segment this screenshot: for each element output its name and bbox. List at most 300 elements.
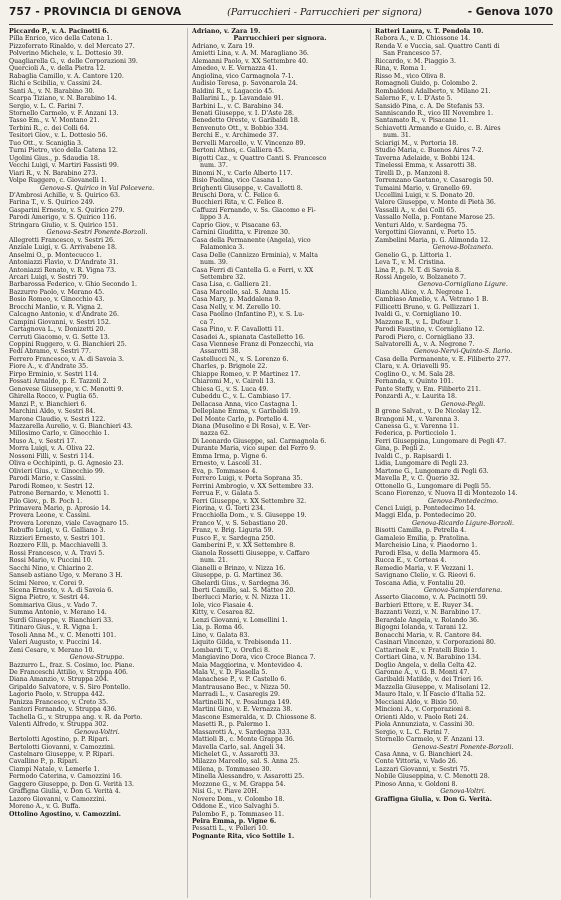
list-item: Casa Anna, v. G. Bianchieri 24. <box>375 750 473 758</box>
list-item: Bruschi Dora, v. C. Felice 6. <box>192 191 280 199</box>
list-item: Patrone Bernardo, v. Menotti 1. <box>9 490 109 498</box>
list-item-continuation: lippo 3 A. <box>200 214 231 222</box>
locality-heading: Genova-S. Quirico in Val Polcevera. <box>39 184 155 192</box>
list-item: Milazzo Marcello, sal. S. Anna 25. <box>192 758 300 766</box>
list-item: Millosimo Carlo, v. Ginocchio 1. <box>9 430 110 438</box>
list-item: Graffigna Giulia, v. Don G. Verità 4. <box>9 788 121 796</box>
list-item: Lagorio Paolo, v. Struppa 442. <box>9 691 105 699</box>
list-item: Lazzari Giovanni, v. Sestri 75. <box>375 765 470 773</box>
list-item: Primavera Mario, p. Aprosio 14. <box>9 505 111 512</box>
list-item: Gasparini Ernesto, v. S. Quirico 279. <box>9 206 125 214</box>
list-item: Rizzieri Ernesto, v. Sestri 101. <box>9 534 106 542</box>
list-item: Riccardo, v. M. Piaggio 3. <box>375 57 456 65</box>
list-item: Parodi Mario, v. Cassini. <box>9 475 86 483</box>
list-item: Romagnoli Guido, p. Colombo 2. <box>375 80 478 88</box>
list-item: Tosoli Anna M., v. C. Menotti 101. <box>9 631 117 639</box>
list-item: Rucca E., v. Corteas 4. <box>375 557 447 565</box>
list-item: Casa della Permanente, v. E. Filiberto 277. <box>375 355 511 363</box>
list-item: Valenti Alfredo, v. Struppa 302. <box>9 721 109 729</box>
list-item: Tuo Ott., v. Scaniglia 3. <box>9 139 84 147</box>
locality-heading: Genova-Cornigliano Ligure. <box>418 281 508 289</box>
list-item: Diana Amanzio, v. Struppa 204. <box>9 676 109 684</box>
list-item: Cattarinek E., v. Fratelli Bixio 1. <box>375 646 478 654</box>
list-item: Lidia, Lungomare di Pegli 23. <box>375 460 469 468</box>
list-item: Sergio, v. L. C. Farini 7. <box>375 728 450 736</box>
list-item: Zambelini Maria, p. G. Alimonda 12. <box>375 236 491 244</box>
list-item: Casa Marcello, sal. S. Anna 15. <box>192 288 291 296</box>
list-item: Casa Paolino (Infantino P.), v. S. Lu- <box>192 311 305 319</box>
list-item: Ottolino Agostino, v. Camozzini. <box>9 810 121 818</box>
list-item: Amietti Lina, v. A. M. Maragliano 36. <box>192 50 309 58</box>
list-item: Calcagno Antonio, v. d'Andrate 26. <box>9 311 119 319</box>
list-item: Gamaleio Emilia, p. Pratolina. <box>375 534 470 542</box>
list-item: Mascone Esmeralda, v. D. Chiossone 8. <box>192 713 317 721</box>
list-item: Federica, p. Porticciolo 1. <box>375 430 457 438</box>
locality-heading: Genova-Pegli. <box>440 400 486 408</box>
list-item: Angiolina, vico Carmagnola 7-1. <box>192 72 294 80</box>
list-item: Baldini R., v. Lagaccio 45. <box>192 87 275 95</box>
list-item: Doglio Angela, v. della Celta 42. <box>375 661 477 669</box>
locality-heading: Genova-Ricardo Ligure-Borzoli. <box>411 519 515 527</box>
list-item: Bonacchi Maria, v. R. Cantore 84. <box>375 631 482 639</box>
list-item: Ratteri Laura, v. T. Pendola 10. <box>375 28 484 35</box>
list-item: Valore Giuseppe, v. Monte di Pietà 36. <box>375 199 496 207</box>
list-item: Pessatti L., v. Polleri 10. <box>192 825 268 833</box>
list-item: Savignano Clelio, v. G. Rieovi 6. <box>375 572 476 580</box>
list-item: Bigotti Caz., v. Quattro Canti S. Francesco <box>192 154 327 162</box>
list-item: Orienti Aldo, v. Paolo Reti 24. <box>375 713 469 721</box>
list-item: Bazzanti Vezzi, v. N. Barabino 17. <box>375 609 481 617</box>
listing-columns <box>9 28 553 898</box>
list-item: Martini Gino, v. E. Vernazza 38. <box>192 706 293 714</box>
list-item: Del Monte Carlo, p. Portello 4. <box>192 415 289 423</box>
list-item: Uccellini Luigi, v. S. Donato 20. <box>375 191 475 199</box>
list-item: Bertoni Athos, c. Galliera 45. <box>192 147 284 155</box>
list-item: Sommariva Gius., v. Vado 7. <box>9 601 98 609</box>
list-item: Giuseppe, p. G. Martinez 36. <box>192 572 283 580</box>
list-item: Bosio Romeo, v. Ginocchio 43. <box>9 296 105 304</box>
list-item: Casa Delle (Cannizzo Erminia), v. Malta <box>192 251 318 259</box>
list-item: Parodi Faustino, v. Cornigliano 12. <box>375 326 485 334</box>
list-item: Stringara Giulio, v. S. Quirico 151. <box>9 221 119 229</box>
list-item: Santamato R., v. Pisacane 11. <box>375 117 469 125</box>
list-item: Morra Luigi, v. A. Oliva 22. <box>9 445 95 453</box>
list-item: Ivaldi G., v. Cornigliano 10. <box>375 311 462 319</box>
list-item: Amedeo, v. E. Vernazza 41. <box>192 65 278 73</box>
list-item: Bazzurro Paolo, v. Merano 45. <box>9 288 105 296</box>
list-item: Maia Maggiorina, v. Montevideo 4. <box>192 661 303 669</box>
list-item: Iberlucci Mario, v. N. Nizza 11. <box>192 594 291 602</box>
list-item: Delleplane Emma, v. Garibaldi 19. <box>192 408 301 416</box>
list-item: Cavallino P., p. Ripari. <box>9 758 79 766</box>
list-item: Ferrero Luigi, v. Porta Soprana 35. <box>192 475 303 483</box>
list-item: Allegretti Francesco, v. Sestri 26. <box>9 236 115 244</box>
list-item: Scimi Nereo, v. Corei 9. <box>9 579 85 587</box>
list-item: Rossi Francesco, v. A. Travi 5. <box>9 549 105 557</box>
list-item: Caprio Giov., v. Pisacane 63. <box>192 221 282 229</box>
list-item-continuation: San Francesco 57. <box>383 50 442 58</box>
list-item: Nobile Giuseppina, v. C. Menotti 28. <box>375 773 490 781</box>
locality-heading: Genova-Voltri. <box>74 728 120 736</box>
list-item: Nisi G., v. Piave 20H. <box>192 788 259 796</box>
list-item: Clara, v. A. Oriavelli 95. <box>375 363 451 371</box>
list-item: Coglino O., v. M. Sala 28. <box>375 370 455 378</box>
list-item: Peira Emma, p. Vigne 6. <box>192 818 277 826</box>
list-item: Stornello Carmelo, v. F. Anzani 13. <box>375 736 485 744</box>
list-item: Oddone E., vico Salvaghi 5. <box>192 803 280 811</box>
list-item: Benati Giuseppe, v. I. D'Aste 28. <box>192 109 294 117</box>
list-item: Lombardi T., v. Orefici 8. <box>192 646 270 654</box>
list-item: Taverna Adelaide, v. Bobbi 124. <box>375 154 475 162</box>
locality-heading: Genova-Nervi-Quinto-S. Ilario. <box>413 348 513 356</box>
list-item: Ghelardi Gius., v. Sardegna 36. <box>192 579 291 587</box>
list-item: Piola Annunziata, v. Cassini 30. <box>375 721 475 729</box>
list-item: Valeri Augusto, v. Puccini 14. <box>9 639 102 647</box>
list-item-continuation: num. 37. <box>200 162 228 170</box>
list-item: Ugolini Gius., p. Sdaudia 18. <box>9 154 100 162</box>
list-item: Tirelli D., p. Manzoni 8. <box>375 169 450 177</box>
list-item: Tasso Em., v. V. Montano 21. <box>9 117 100 125</box>
list-item: Rabaglia Camillo, v. A. Cantore 120. <box>9 72 124 80</box>
list-item: Richi e Scibilia, v. Cassini 24. <box>9 80 103 88</box>
list-item: Garibaldi Matilde, v. dei Trieri 16. <box>375 676 483 684</box>
list-item: Lino, v. Galata 83. <box>192 631 250 639</box>
page-number-province: 757 - PROVINCIA DI GENOVA <box>9 6 182 18</box>
list-item: Signa Pietro, v. Sestri 44. <box>9 594 90 602</box>
list-item: Tachella G., v. Struppa ang. v. R. da Porto. <box>9 713 143 721</box>
list-item: Salvatorelli A., v. A. Negrone 7. <box>375 341 475 349</box>
list-item: Cubeddu C., v. L. Cambiaso 17. <box>192 393 291 401</box>
list-item: Cerruti Giacomo, v. G. Sette 13. <box>9 333 110 341</box>
list-item: Chiesa G., v. S. Luca 49. <box>192 385 269 393</box>
list-item: Barbieri Ettore, v. E. Ruyer 34. <box>375 601 474 609</box>
list-item: Caffuzzi Fernando, v. Ss. Giacomo e Fi- <box>192 206 316 214</box>
list-item: Santi A., v. N. Barabino 30. <box>9 87 95 95</box>
list-item: Ferri Giuseppe, v. XX Settembre 32. <box>192 497 307 505</box>
list-item: Torrenzano Gaetano, v. Casaregis 50. <box>375 177 494 185</box>
list-item: Remedio Maria, v. F. Vezzani 1. <box>375 564 474 572</box>
list-item: Fermodo Caterina, v. Camozzini 16. <box>9 773 123 781</box>
list-item: Gianelli e Brinzo, v. Nizza 16. <box>192 564 286 572</box>
listing-column-1 <box>9 28 188 898</box>
list-item: Berchi E., v. Archimede 37. <box>192 132 279 140</box>
list-item: Charles, p. Brignole 22. <box>192 363 268 371</box>
list-item: Provera Leone, v. Cassini. <box>9 512 91 520</box>
list-item: Casa Ferri di Cantella G. e Ferri, v. XX <box>192 266 314 274</box>
list-item: Mauro Italo, v. Il Fascio d'Italia 52. <box>375 691 486 699</box>
list-item: Fiorina, v. G. Torti 234. <box>192 505 266 512</box>
list-item: Tumaini Mario, v. Granello 69. <box>375 184 472 192</box>
list-item: Chiaromi M., v. Cairoli 13. <box>192 378 276 386</box>
list-item: Diana (Musolino e Di Rosa), v. E. Ver- <box>192 423 311 431</box>
locality-heading: Genova-Sestri Ponente-Borzoli. <box>46 229 148 237</box>
list-item: Manachese P., v. P. Castello 6. <box>192 676 287 684</box>
list-item: Ferrua F., v. Galata 5. <box>192 490 261 498</box>
list-item: Parodi Amerigo, v. S. Quirico 116. <box>9 214 117 222</box>
list-item: Rebuffo Luigi, v. G. Galliano 3. <box>9 527 106 535</box>
list-item: Adriano, v. Zara 19. <box>192 28 261 35</box>
list-item: Provera Lorenzo, viale Cavagnaro 15. <box>9 519 129 527</box>
list-item: Castellucci N., v. S. Lorenzo 6. <box>192 355 289 363</box>
list-item: Sicena Ernesto, v. A. di Savoia 6. <box>9 586 114 594</box>
list-item: Risso M., vico Oliva 8. <box>375 72 446 80</box>
list-item: Antoniazzi Flavio, v. D'Andrate 31. <box>9 259 119 267</box>
list-item: Rombaldoni Adalberto, v. Milano 21. <box>375 87 491 95</box>
list-item: Casa Pino, v. F. Cavallotti 11. <box>192 326 284 334</box>
list-item: Gaggero Giuseppe, p. Don G. Verità 13. <box>9 780 135 788</box>
list-item: Marradi L., v. Casaregis 29. <box>192 691 280 699</box>
list-item-continuation: nazza 62. <box>200 430 230 438</box>
list-item: Pinoso Anna, v. Goldoni 8. <box>375 780 458 788</box>
list-item: B grone Salvat., v. De Nicolay 12. <box>375 408 482 416</box>
list-item: Massarotti A., v. Sardegna 333. <box>192 728 292 736</box>
locality-heading: Genova-Pontedecimo. <box>427 497 499 505</box>
page-header <box>9 6 553 25</box>
list-item: Stornello Carmelo, v. F. Anzani 13. <box>9 109 119 117</box>
list-item: Salerno F., v. I. D'Aste 5. <box>375 95 453 103</box>
list-item: Conte Vittoria, v. Vado 26. <box>375 758 458 766</box>
list-item: Manzi P., v. Bianchieri 6. <box>9 400 87 408</box>
category-heading: Parrucchieri per signora. <box>233 35 327 43</box>
list-item: Pante Steffy, v. Em. Filiberto 211. <box>375 385 481 393</box>
list-item: Fossati Arnaldo, p. E. Tazzoli 2. <box>9 378 109 386</box>
list-item: Emma Irma, p. Vigne 6. <box>192 452 268 460</box>
list-item: Ferri Giuseppina, Lungomare di Pegli 47. <box>375 437 507 445</box>
list-item: Casadei A., spianata Castelletto 16. <box>192 333 305 341</box>
list-item: Rossi Angelo, v. Bolzaneto 7. <box>375 273 466 281</box>
list-item-continuation: num. 21. <box>200 557 228 565</box>
list-item: Casa Viennese Franz di Ponzecchi, via <box>192 341 314 349</box>
list-item: Ponzardi A., v. Laurita 18. <box>375 393 458 401</box>
list-item: Michelet G., v. Assarotti 33. <box>192 750 280 758</box>
list-item: Vassallo Nella, p. Fontane Marose 25. <box>375 214 495 222</box>
list-item: Garonne A., v. G. B. Monti 47. <box>375 668 470 676</box>
list-item: Tesitori Giov., v. L. Dottesio 56. <box>9 132 108 140</box>
locality-heading: Genova-Struppa. <box>69 654 125 662</box>
list-item: Ferrini Ambrogio, v. XX Settembre 33. <box>192 482 314 490</box>
list-item: Terbini R., c. dei Colli 64. <box>9 124 90 132</box>
list-item-continuation: num. 39. <box>200 259 228 267</box>
list-item: Bazzurro L., fraz. S. Cosimo, loc. Piane. <box>9 661 135 669</box>
list-item: Lia, p. Roma 46. <box>192 624 244 632</box>
list-item: Bianchi Alice, v. A. Negrone 1. <box>375 288 472 296</box>
list-item: Ballarini L., p. Lavandaie 91. <box>192 95 284 103</box>
list-item: Durante Maria, vico super. del Ferro 9. <box>192 445 316 453</box>
list-item: Mincioni A., v. Corporazioni 8. <box>375 706 471 714</box>
list-item: Coppini Ruggero, v. G. Bianchieri 25. <box>9 341 127 349</box>
list-item: Bisio Paolina, vico Casana 1. <box>192 177 283 185</box>
list-item: Casa Lisa, c. Galliera 21. <box>192 281 272 289</box>
list-item: Mangiavino Dora, vico Croce Bianca 7. <box>192 654 316 662</box>
list-item: Marchini Aldo, v. Sestri 84. <box>9 408 96 416</box>
list-item: Mecciani Aldo, v. Bixio 50. <box>375 698 459 706</box>
list-item: Ghirella Rocco, v. Puglia 65. <box>9 393 99 401</box>
list-item: Fracchiolla Dom., v. S. Giuseppe 19. <box>192 512 307 520</box>
list-item: Casa della Permanente (Angela), vico <box>192 236 311 244</box>
list-item: Viari R., v. N. Barabino 273. <box>9 169 98 177</box>
list-item: Rossi Mario, v. Puccini 10. <box>9 557 93 565</box>
list-item: Cartagnova L., v. Donizetti 20. <box>9 326 106 334</box>
list-item: Fiore A., v. d'Andrate 35. <box>9 363 89 371</box>
list-item: Iole, vico Fiasaie 4. <box>192 601 254 609</box>
list-item: Mazzone R., v. L. Dufour 1. <box>375 318 461 326</box>
list-item: Palombo F., p. Tommaseo 11. <box>192 810 285 818</box>
list-item: Volpe Ruggero, c. Giovanelli 1. <box>9 177 107 185</box>
list-item: Anselmi O., p. Montecucco 1. <box>9 251 102 259</box>
list-item: Martone G., Lungomare di Pegli 63. <box>375 467 489 475</box>
list-item: Kitty, v. Cesarea 82. <box>192 609 255 617</box>
list-item: Canessa G., v. Varenna 11. <box>375 423 459 431</box>
city-page-number: - Genova 1070 <box>467 6 553 18</box>
list-item-continuation: Falamonica 3. <box>200 244 245 252</box>
list-item: Castelnaro Giuseppe, v. P. Ripari. <box>9 750 115 758</box>
list-item: Casinari Vincenzo, v. Corporazioni 80. <box>375 639 496 647</box>
list-item: Benvenuto Ott., v. Bobbio 334. <box>192 124 289 132</box>
list-item: Brangoni M., v. Varenna 3. <box>375 415 460 423</box>
list-item: Graffigna Giulia, v. Don G. Verità. <box>375 795 492 803</box>
list-item: Ciampi Natale, v. Lemerle 1. <box>9 765 100 773</box>
list-item: Renda V. e Vuccia, sal. Quattro Canti di <box>375 42 500 50</box>
list-item: Toscana Adia, v. Fontaliu 20. <box>375 579 466 587</box>
list-item: Minella Alessandro, v. Assarotti 25. <box>192 773 305 781</box>
section-title: (Parrucchieri - Parrucchieri per signora) <box>227 7 422 18</box>
list-item: Genelio G., p. Littoria 1. <box>375 251 452 259</box>
list-item: Chiappe Romeo, v. P. Martinez 17. <box>192 370 301 378</box>
list-item: Iberti Camillo, sal. S. Matteo 20. <box>192 586 296 594</box>
list-item: Anziale Luigi, v. G. Arrivabene 18. <box>9 244 117 252</box>
list-item: Franco V., v. S. Sebastiano 20. <box>192 519 288 527</box>
list-item: Eva, p. Tommaseo 4. <box>192 467 258 475</box>
locality-heading: Genova-Sestri Ponente-Borzoli. <box>412 743 514 751</box>
list-item: Barbini L., v. C. Barabino 34. <box>192 102 284 110</box>
list-item: Antoniazzi Renato, v. R. Vigna 73. <box>9 266 117 274</box>
list-item: Mattioli B., c. Monte Grappa 36. <box>192 736 295 744</box>
list-item: Panizza Francesco, v. Creto 35. <box>9 698 109 706</box>
list-item: Benedetto Oreste, v. Garibaldi 18. <box>192 117 300 125</box>
list-item: Lina P., p. N. T. di Savoia 8. <box>375 266 461 274</box>
list-item: Maggi Elda, p. Pontedecimo 20. <box>375 512 477 520</box>
list-item: Parodi Piero, c. Cornigliano 33. <box>375 333 475 341</box>
list-item: Sergio, v. L. C. Farini 7. <box>9 102 84 110</box>
list-item: Schiavetti Armando e Guido, c. B. Aires <box>375 124 501 132</box>
list-item: Brocchi Manlio, v. R. Vigna 2. <box>9 303 103 311</box>
list-item: Fernanda, v. Quinto 101. <box>375 378 454 386</box>
list-item: Franz, v. Brig. Liguria 59. <box>192 527 274 535</box>
list-item: Rozzero F.lli, p. Macchiavelli 3. <box>9 542 108 550</box>
list-item: Binomi N., v. Carlo Alberto 117. <box>192 169 293 177</box>
list-item: Venturi Aldo, v. Sardegna 75. <box>375 221 468 229</box>
list-item: Di Leonardo Giuseppe, sal. Carmagnola 6. <box>192 437 327 445</box>
list-item: Masetti R., p. Palermo 1. <box>192 721 271 729</box>
list-item: Sanseb astiano Ugo, v. Merano 3 H. <box>9 572 123 580</box>
list-item: Ivaldi C., p. Rapisardi 1. <box>375 452 452 460</box>
list-item: Milena, p. Tommaseo 30. <box>192 765 272 773</box>
list-item: Mantrausano Bec., v. Nizza 50. <box>192 683 291 691</box>
list-item: Tinelessi Emma, v. Assarotti 38. <box>375 162 477 170</box>
list-item: Ferrero Francesco, v. A. di Savoia 3. <box>9 355 125 363</box>
list-item: Quagliarella G., v. delle Corporazioni 39. <box>9 57 138 65</box>
list-item: Asserto Giacomo, v. A. Pacinotti 59. <box>375 594 488 602</box>
list-item: Polverino Michele, v. L. Dottesio 39. <box>9 50 124 58</box>
list-item: Ottonello G., Lungomare di Pegli 55. <box>375 482 491 490</box>
list-item: Berardale Angela, v. Rolando 36. <box>375 616 480 624</box>
list-item: Gina, p. Pegli 2. <box>375 445 426 453</box>
locality-heading: Genova-Voltri. <box>440 788 486 796</box>
list-item: Mavella P., v. C. Querio 32. <box>375 475 460 483</box>
list-item: Brighenti Giuseppe, v. Cavallotti 8. <box>192 184 303 192</box>
listing-column-2 <box>192 28 371 898</box>
list-item: Sansidò Pina, c. A. De Stefanis 53. <box>375 102 485 110</box>
list-item: Gianola Rossetti Giuseppe, v. Caffaro <box>192 549 310 557</box>
list-item: Mazzarella Aurelio, v. G. Bianchieri 43. <box>9 423 133 431</box>
list-item: Vergottini Giovanni, v. Porto 15. <box>375 229 477 237</box>
locality-heading: Genova-Bolzaneto. <box>432 244 494 252</box>
list-item: Mala V., v. D. Fiasella 5. <box>192 668 268 676</box>
list-item: Bertolotti Giovanni, v. Camozzini. <box>9 743 115 751</box>
list-item: Zeni Cesare, v. Merano 10. <box>9 646 95 654</box>
list-item: Marone Claudio, v. Sestri 122. <box>9 415 106 423</box>
list-item: Turni Pietro, vico della Catena 12. <box>9 147 118 155</box>
list-item: Parodi Elsa, v. della Marmora 45. <box>375 549 481 557</box>
locality-heading: Genova-Sampierdarena. <box>423 586 503 594</box>
list-item: Bervelli Marcello, v. V. Vincenzo 89. <box>192 139 306 147</box>
list-item: De Franceschi Attilio, v. Struppa 406. <box>9 668 129 676</box>
list-item: Vecchi Luigi, v. Martiri Fassisti 99. <box>9 162 119 170</box>
list-item: Studio Maria, c. Buenos Aires 7-2. <box>375 147 484 155</box>
list-item-continuation: Settembre 32. <box>200 273 246 281</box>
list-item: Rina, v. Roma 1. <box>375 65 427 73</box>
list-item: Mozzone G., v. M. Grappa 54. <box>192 780 286 788</box>
list-item: Pilla Enrico, vico della Catena 1. <box>9 35 113 43</box>
list-item: Scano Fiorenzo, v. Nuova II di Montezolo 14. <box>375 490 518 498</box>
list-item: Cortiari Gina, v. N. Barabino 134. <box>375 654 481 662</box>
list-item: Mavella Carlo, sal. Angeli 34. <box>192 743 286 751</box>
listing-column-3 <box>375 28 553 898</box>
list-item: Gripaldo Salvatore, v. S. Siro Pontello. <box>9 683 131 691</box>
list-item: Casa Mary, p. Maddalena 9. <box>192 296 281 304</box>
list-item: Arcari Luigi, v. Sestri 79. <box>9 273 89 281</box>
list-item-continuation: Assarotti 38. <box>200 348 241 356</box>
list-item: Mazzella Giuseppe, v. Malisolani 12. <box>375 683 491 691</box>
list-item: Martinelli N., v. Posalunga 149. <box>192 698 292 706</box>
list-item: Cambiaso Amelio, v. A. Vetrano 1 B. <box>375 296 489 304</box>
list-item: Lenzi Giovanni, v. Lomellini 1. <box>192 616 288 624</box>
list-item: Firpo Erminio, v. Sestri 114. <box>9 370 99 378</box>
list-item: Lazoro Giovanni, v. Camozzini. <box>9 795 107 803</box>
list-item: Carnini Giuditta, v. Firenze 30. <box>192 229 290 237</box>
list-item-continuation: ca 7. <box>200 318 216 326</box>
list-item: Farina T., v. S. Quirico 249. <box>9 199 95 207</box>
list-item: Audisio Teresa, p. Savonarola 24. <box>192 80 298 88</box>
list-item: Campini Giovanni, v. Sestri 152. <box>9 318 111 326</box>
list-item: Pilo Giov., p. B. Poch 1. <box>9 497 83 505</box>
list-item: Titinaro Gius., v. R. Vigna 1. <box>9 624 98 632</box>
list-item: Fedi Abramo, v. Sestri 77. <box>9 348 91 356</box>
list-item: Olivieri Gius., v. Ginocchio 99. <box>9 467 105 475</box>
list-item: Cenci Luigi, p. Pontedecimo 14. <box>375 505 476 512</box>
list-item: Barbarossa Federico, v. Ghio Secondo 1. <box>9 281 138 289</box>
list-item: Fillicetti Bruno, v. G. Pellizzari 1. <box>375 303 480 311</box>
list-item: Pizzoferrato Rinaldo, v. del Mercato 27. <box>9 42 135 50</box>
list-item-continuation: num. 31. <box>383 132 411 140</box>
list-item: Quercioli A., v. della Pietra 12. <box>9 65 106 73</box>
list-item: Casa Nelly, v. M. Zerello 10. <box>192 303 281 311</box>
list-item: D'Ambrosi Achille, v. S. Quirico 63. <box>9 191 120 199</box>
list-item: Sanniscando R., vico III Novembre 1. <box>375 109 494 117</box>
list-item: Leva T., v. M. Cristina. <box>375 259 446 267</box>
list-item: Vassalli A., v. dei Colli 65. <box>375 206 457 214</box>
list-item: Fusco F., v. Sardegna 250. <box>192 534 276 542</box>
